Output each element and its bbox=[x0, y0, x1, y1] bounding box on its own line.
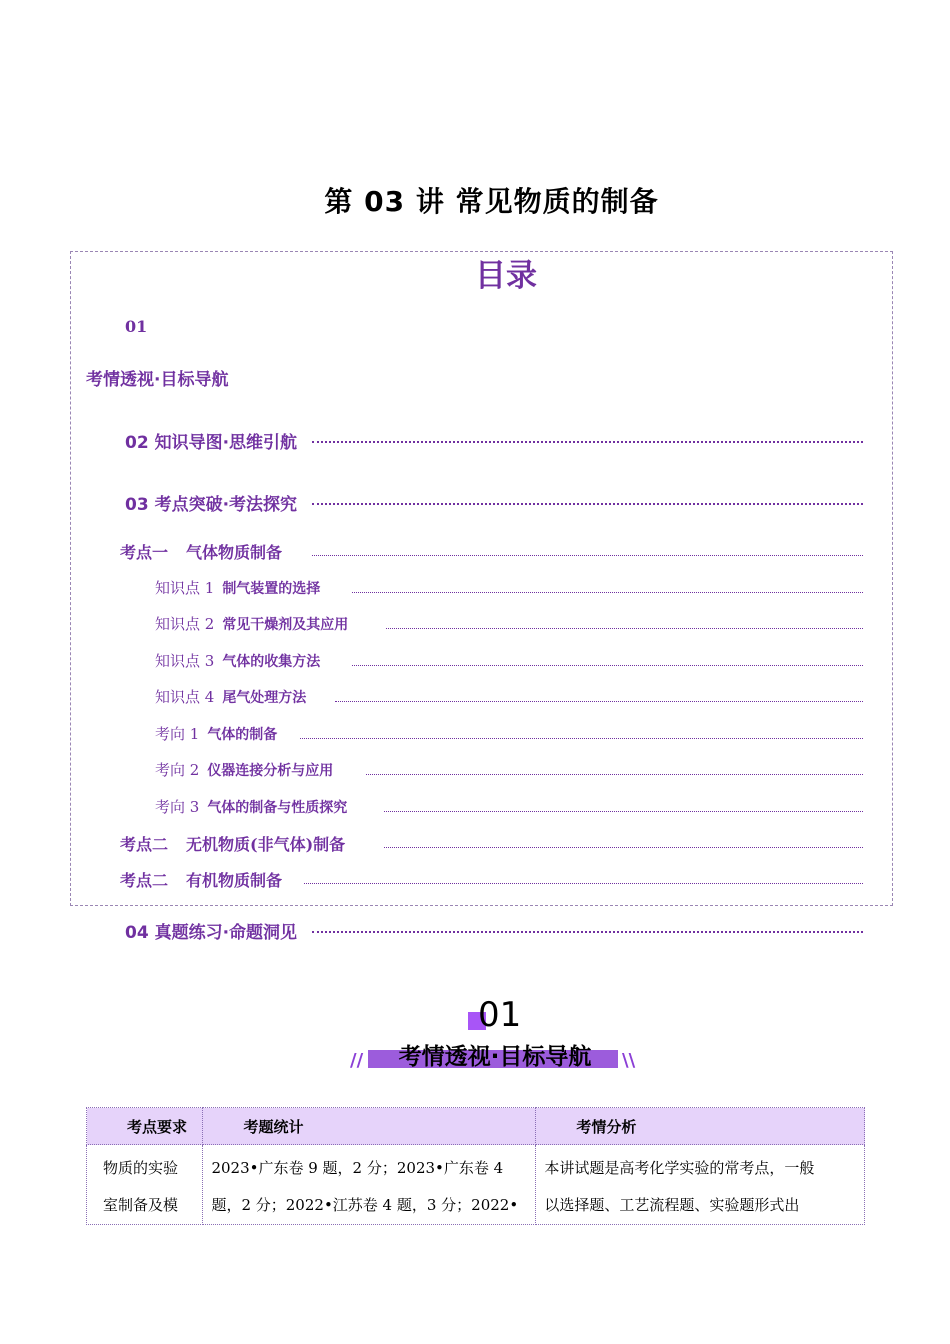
toc-item-kaoxiang2[interactable]: 考向 2 仪器连接分析与应用 bbox=[155, 761, 334, 779]
toc-item-kaoxiang1[interactable]: 考向 1 气体的制备 bbox=[155, 725, 278, 743]
exam-analysis-table bbox=[86, 1107, 865, 1225]
toc-sec01-number[interactable]: 01 bbox=[125, 317, 148, 336]
document-title: 第 03 讲 常见物质的制备 bbox=[324, 185, 659, 218]
toc-leader bbox=[300, 738, 863, 739]
toc-leader bbox=[304, 883, 863, 884]
toc-leader bbox=[386, 628, 863, 629]
banner-slash-right-icon: \\ bbox=[622, 1050, 636, 1071]
banner-label: 考情透视·目标导航 bbox=[398, 1044, 592, 1070]
toc-leader bbox=[352, 665, 863, 666]
toc-sec04[interactable]: 04 真题练习·命题洞见 bbox=[125, 923, 298, 943]
cell-analysis: 本讲试题是高考化学实验的常考点，一般 以选择题、工艺流程题、实验题形式出 bbox=[536, 1145, 865, 1225]
table-header-row bbox=[87, 1108, 865, 1145]
toc-item-kaodian2[interactable]: 考点二 无机物质(非气体)制备 bbox=[120, 835, 346, 854]
toc-item-kaodian1[interactable]: 考点一 气体物质制备 bbox=[120, 543, 283, 562]
toc-sec02[interactable]: 02 知识导图·思维引航 bbox=[125, 433, 298, 453]
toc-leader bbox=[384, 847, 863, 848]
header-analysis: 考情分析 bbox=[536, 1108, 865, 1145]
toc-leader bbox=[312, 931, 863, 933]
toc-item-kaoxiang3[interactable]: 考向 3 气体的制备与性质探究 bbox=[155, 798, 348, 816]
banner-number: 01 bbox=[478, 995, 522, 1035]
cell-statistics: 2023•广东卷 9 题，2 分；2023•广东卷 4 题，2 分；2022•江苏卷 4 题，3 分；2022• bbox=[203, 1145, 536, 1225]
toc-item-zhishi2[interactable]: 知识点 2 常见干燥剂及其应用 bbox=[155, 615, 349, 633]
toc-sec01-label[interactable]: 考情透视·目标导航 bbox=[86, 370, 229, 390]
banner-slash-left-icon: // bbox=[350, 1050, 364, 1071]
toc-sec03[interactable]: 03 考点突破·考法探究 bbox=[125, 495, 298, 515]
toc-item-kaodian3[interactable]: 考点二 有机物质制备 bbox=[120, 871, 283, 890]
toc-leader bbox=[312, 441, 863, 443]
toc-item-zhishi4[interactable]: 知识点 4 尾气处理方法 bbox=[155, 688, 307, 706]
toc-leader bbox=[384, 811, 863, 812]
toc-heading: 目录 bbox=[475, 258, 537, 294]
toc-leader bbox=[312, 555, 863, 556]
cell-requirement: 物质的实验 室制备及模 bbox=[87, 1145, 203, 1225]
toc-item-zhishi3[interactable]: 知识点 3 气体的收集方法 bbox=[155, 652, 321, 670]
toc-leader bbox=[312, 503, 863, 505]
header-statistics: 考题统计 bbox=[203, 1108, 536, 1145]
header-requirements: 考点要求 bbox=[87, 1108, 203, 1145]
toc-leader bbox=[352, 592, 863, 593]
table-row bbox=[87, 1145, 865, 1225]
toc-item-zhishi1[interactable]: 知识点 1 制气装置的选择 bbox=[155, 579, 321, 597]
toc-leader bbox=[335, 701, 863, 702]
toc-leader bbox=[366, 774, 863, 775]
